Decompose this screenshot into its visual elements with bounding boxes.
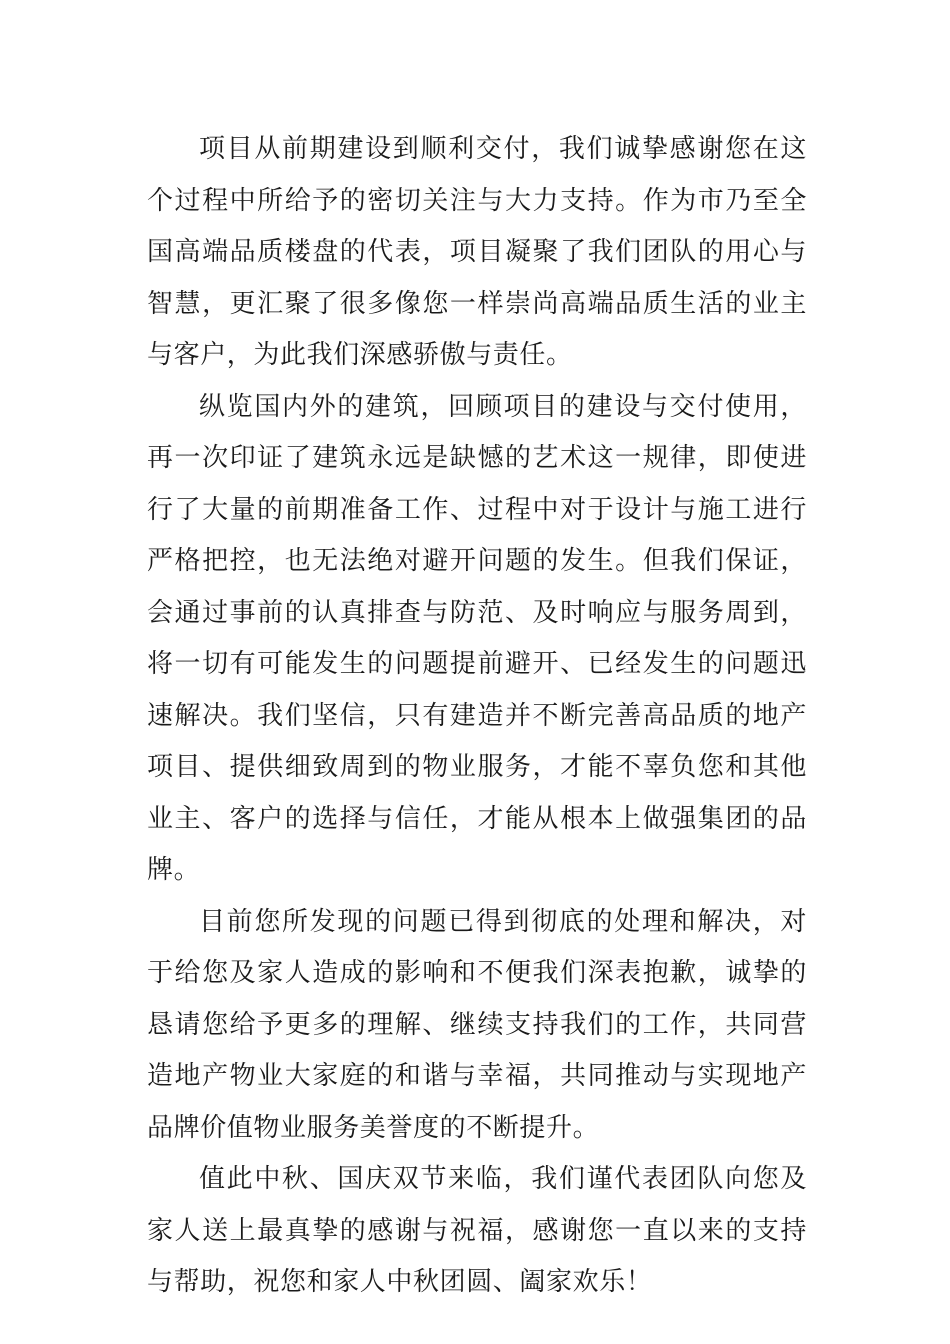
paragraph-gratitude: 项目从前期建设到顺利交付，我们诚挚感谢您在这个过程中所给予的密切关注与大力支持。作为市乃至全国高端品质楼盘的代表，项目凝聚了我们团队的用心与智慧，更汇聚了很多像您一样崇尚高端品质生活的业主与客户，为此我们深感骄傲与责任。 bbox=[147, 134, 807, 370]
paragraph-commitment: 纵览国内外的建筑，回顾项目的建设与交付使用，再一次印证了建筑永远是缺憾的艺术这一规律，即使进行了大量的前期准备工作、过程中对于设计与施工进行严格把控，也无法绝对避开问题的发生。但我们保证，会通过事前的认真排查与防范、及时响应与服务周到，将一切有可能发生的问题提前避开、已经发生的问题迅速解决。我们坚信，只有建造并不断完善高品质的地产项目、提供细致周到的物业服务，才能不辜负您和其他业主、客户的选择与信任，才能从根本上做强集团的品牌。 bbox=[147, 391, 807, 885]
paragraph-holiday-greeting: 值此中秋、国庆双节来临，我们谨代表团队向您及家人送上最真挚的感谢与祝福，感谢您一直以来的支持与帮助，祝您和家人中秋团圆、阖家欢乐！ bbox=[147, 1164, 807, 1297]
letter-body bbox=[147, 124, 807, 1309]
paragraph-apology: 目前您所发现的问题已得到彻底的处理和解决，对于给您及家人造成的影响和不便我们深表抱歉，诚挚的恳请您给予更多的理解、继续支持我们的工作，共同营造地产物业大家庭的和谐与幸福，共同推动与实现地产品牌价值物业服务美誉度的不断提升。 bbox=[147, 906, 807, 1143]
